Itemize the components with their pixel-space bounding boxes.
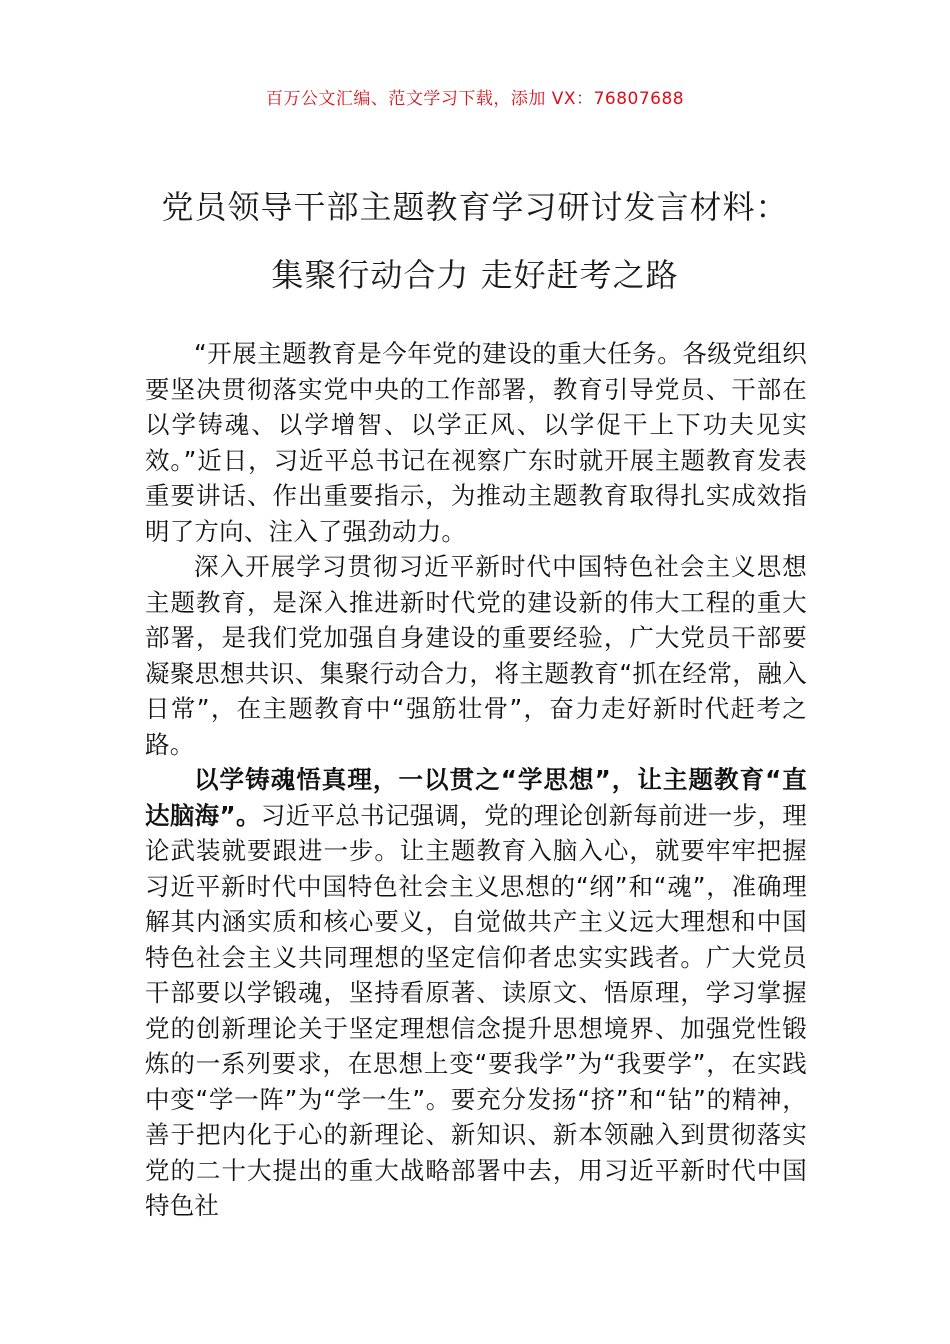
document-body xyxy=(145,336,807,1224)
paragraph-1-text: “开展主题教育是今年党的建设的重大任务。各级党组织要坚决贯彻落实党中央的工作部署，教育引导党员、干部在以学铸魂、以学增智、以学正风、以学促干上下功夫见实效。”近日，习近平总书记在视察广东时就开展主题教育发表重要讲话、作出重要指示，为推动主题教育取得扎实成效指明了方向、注入了强劲动力。 xyxy=(145,339,807,546)
document-title-line2: 集聚行动合力 走好赶考之路 xyxy=(271,256,679,294)
paragraph-2-text: 深入开展学习贯彻习近平新时代中国特色社会主义思想主题教育，是深入推进新时代党的建设新的伟大工程的重大部署，是我们党加强自身建设的重要经验，广大党员干部要凝聚思想共识、集聚行动合力，将主题教育“抓在经常，融入日常”，在主题教育中“强筋壮骨”，奋力走好新时代赶考之路。 xyxy=(145,552,807,759)
paragraph-1 xyxy=(145,336,807,549)
paragraph-2 xyxy=(145,549,807,762)
paragraph-3 xyxy=(145,762,807,1224)
paragraph-3-lead: 以学铸魂悟真理，一以贯之“学思想”，让主题教育“直达脑海”。 xyxy=(145,765,807,830)
document-title-line1: 党员领导干部主题教育学习研讨发言材料： xyxy=(161,188,789,226)
header-watermark-note: 百万公文汇编、范文学习下载，添加 VX：76807688 xyxy=(265,89,685,109)
paragraph-3-text: 习近平总书记强调，党的理论创新每前进一步，理论武装就要跟进一步。让主题教育入脑入心，就要牢牢把握习近平新时代中国特色社会主义思想的“纲”和“魂”，准确理解其内涵实质和核心要义，自觉做共产主义远大理想和中国特色社会主义共同理想的坚定信仰者忠实实践者。广大党员干部要以学锻魂，坚持看原著、读原文、悟原理，学习掌握党的创新理论关于坚定理想信念提升思想境界、加强党性锻炼的一系列要求，在思想上变“要我学”为“我要学”，在实践中变“学一阵”为“学一生”。要充分发扬“挤”和“钻”的精神，善于把内化于心的新理论、新知识、新本领融入到贯彻落实党的二十大提出的重大战略部署中去，用习近平新时代中国特色社 xyxy=(145,800,807,1220)
